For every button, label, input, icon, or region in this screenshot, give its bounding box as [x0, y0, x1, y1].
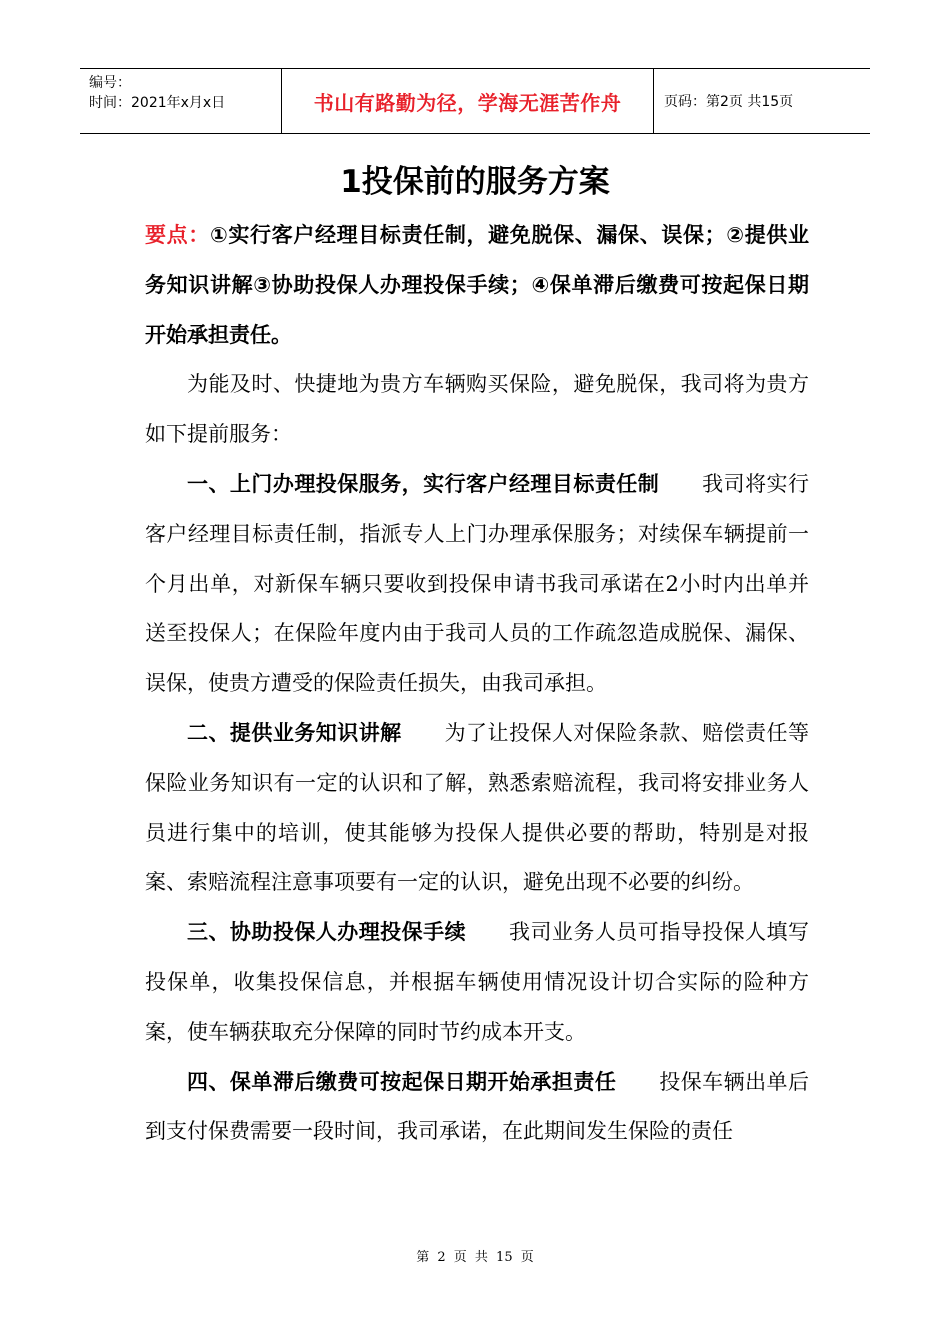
document-number: 编号： — [89, 75, 131, 91]
key-points — [145, 211, 809, 360]
section-heading: 二、提供业务知识讲解 — [187, 720, 402, 745]
section-body: 为了让投保人对保险条款、赔偿责任等保险业务知识有一定的认识和了解，熟悉索赔流程，我司将安排业务人员进行集中的培训，使其能够为投保人提供必要的帮助，特别是对报案、索赔流程注意事项要有一定的认识，避免出现不必要的纠纷。 — [145, 720, 810, 895]
document-date: 时间：2021年x月x日 — [89, 95, 226, 111]
section-paragraph — [145, 460, 809, 709]
page-footer: 第 2 页 共 15 页 — [416, 1250, 534, 1265]
section-paragraph — [145, 709, 809, 908]
intro-paragraph: 为能及时、快捷地为贵方车辆购买保险，避免脱保，我司将为贵方如下提前服务： — [145, 372, 809, 447]
section-body: 投保车辆出单后到支付保费需要一段时间，我司承诺，在此期间发生保险的责任 — [145, 1069, 810, 1144]
header-motto: 书山有路勤为径，学海无涯苦作舟 — [281, 69, 654, 133]
section-paragraph — [145, 908, 809, 1057]
key-points-label: 要点： — [145, 223, 210, 247]
section-paragraph — [145, 1058, 809, 1158]
page-header — [80, 68, 870, 134]
section-heading: 一、上门办理投保服务，实行客户经理目标责任制 — [187, 471, 660, 496]
key-points-text: ①实行客户经理目标责任制，避免脱保、漏保、误保；②提供业务知识讲解③协助投保人办理投保手续；④保单滞后缴费可按起保日期开始承担责任。 — [145, 223, 810, 347]
section-body: 我司业务人员可指导投保人填写投保单，收集投保信息，并根据车辆使用情况设计切合实际的险种方案，使车辆获取充分保障的同时节约成本开支。 — [145, 920, 810, 1044]
header-meta — [80, 69, 281, 133]
section-heading: 四、保单滞后缴费可按起保日期开始承担责任 — [187, 1069, 617, 1094]
section-heading: 三、协助投保人办理投保手续 — [187, 920, 467, 945]
page-title: 1投保前的服务方案 — [340, 164, 610, 200]
document-body — [145, 211, 809, 1157]
section-body: 我司将实行客户经理目标责任制，指派专人上门办理承保服务；对续保车辆提前一个月出单，对新保车辆只要收到投保申请书我司承诺在2小时内出单并送至投保人；在保险年度内由于我司人员的工作疏忽造成脱保、漏保、误保，使贵方遭受的保险责任损失，由我司承担。 — [145, 471, 810, 696]
header-page-info: 页码：第2页 共15页 — [664, 94, 794, 110]
